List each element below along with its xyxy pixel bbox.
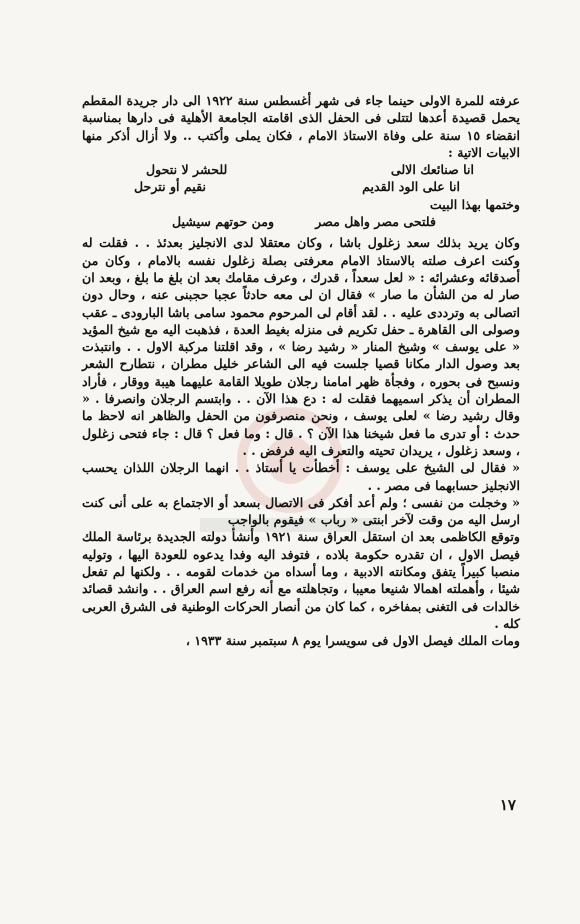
body-text	[82, 92, 520, 650]
paragraph-iraq: وتوقع الكاظمى بعد ان استقل العراق سنة ١٩٢١ وأنشأ دولته الجديدة برئاسة الملك فيصل الاول ، ان تقدره حكومة بلاده ، فتوفد اليه وفدا يدعوه للعودة اليها ، وتوليه منصبا كبيراً يتفق ومكانته الادبية ، وما أسداه من خدمات لقومه . . ولكنها لم تفعل شيئا ، وأهملته اهمالا شنيعا معيبا ، وتجاهلته مع أنه رفع اسم العراق . . وانشد قصائد خالدات فى التغنى بمفاخره ، كما كان من أنصار الحركات الوطنية فى الشرق العربى كله .	[82, 529, 521, 631]
paragraph-ali-youssef: « فقال لى الشيخ على يوسف : أخطأت يا أستاذ . . انهما الرجلان اللذان يحسب الانجليز حسابهما فى مصر . .	[82, 460, 520, 493]
verse-line-2	[134, 178, 460, 195]
verse-1-second-hemistich: للحشر لا نتحول	[146, 162, 228, 178]
verse-2-second-hemistich: نقيم أو نترحل	[134, 179, 206, 195]
verse-3-first-hemistich: فلتحى مصر واهل مصر	[315, 214, 436, 230]
verse-line-1	[146, 161, 474, 178]
verse-2-first-hemistich: انا على الود القديم	[362, 179, 460, 195]
verse-1-first-hemistich: انا صنائعك الالى	[390, 162, 474, 178]
paragraph-saad-zaghloul: وكان يريد بذلك سعد زغلول باشا ، وكان معتقلا لدى الانجليز بعدئذ . . فقلت له وكنت اعرف صلته بالاستاذ الامام معرفتى بصلة زغلول نفسه بالامام ، وكان من أصدقائه وعشرائه : « لعل سعداً ، قدرك ، وعرف مقامك بعد ان بلغ ما بلغ ، وبعد ان صار له من الشأن ما صار » فقال ان لى معه حادثاً عجبا حجبنى عنه ، وحال دون اتصالى به وترددى عليه . . لقد أقام لى المرحوم محمود سامى باشا البارودى ـ عقب وصولى الى القاهرة ـ حفل تكريم فى منزله بغيط العدة ، فذهبت اليه مع شيخ المؤيد « على يوسف » وشيخ المنار « رشيد رضا » ، وقد اقلتنا مركبة الاول . . وانتبذت بعد وصول الدار مكانا قصيا جلست فيه الى الشاعر خليل مطران ، نتطارح الشعر ونسبح فى بحوره ، وفجأة ظهر امامنا رجلان طويلا القامة عليهما هيبة ووقار ، فأراد المطران أن يذكر اسميهما فقلت له : دع هذا الآن . . وابتسم الرجلان وانصرفا . « وقال رشيد رضا » لعلى يوسف ، ونحن منصرفون من الحفل والظاهر انه لاحظ ما حدث : أو تدرى ما فعل شيخنا هذا الآن ؟ . قال : وما فعل ؟ قال : جاء فتحى زغلول ، وسعد زغلول ، يريدان تحيته والتعرف اليه فرفض . .	[82, 235, 520, 458]
closing-line: وختمها بهذا البيت	[429, 196, 520, 212]
paragraph-shame: « وخجلت من نفسى ؛ ولم أعد أفكر فى الاتصال بسعد أو الاجتماع به على أنى كنت ارسل اليه من وقت لآخر ابنتى « رباب » فيقوم بالواجب	[82, 494, 520, 528]
page-number: ١٧	[499, 796, 516, 814]
verse-line-3	[172, 213, 436, 230]
paragraph-faisal-death: ومات الملك فيصل الاول فى سويسرا يوم ٨ سبتمبر سنة ١٩٣٣ ،	[185, 633, 520, 649]
verse-3-second-hemistich: ومن حوتهم سيشيل	[172, 214, 275, 230]
paragraph-intro: عرفته للمرة الاولى حينما جاء فى شهر أغسطس سنة ١٩٢٢ الى دار جريدة المقطم يحمل قصيدة أعدها لتتلى فى الحفل الذى اقامته الجامعة الأهلية فى دارها بمناسبة انقضاء ١٥ سنة على وفاة الاستاذ الامام ، فكان يملى وأكتب .. ولا أزال أذكر منها الابيات الاتية :	[82, 93, 520, 160]
